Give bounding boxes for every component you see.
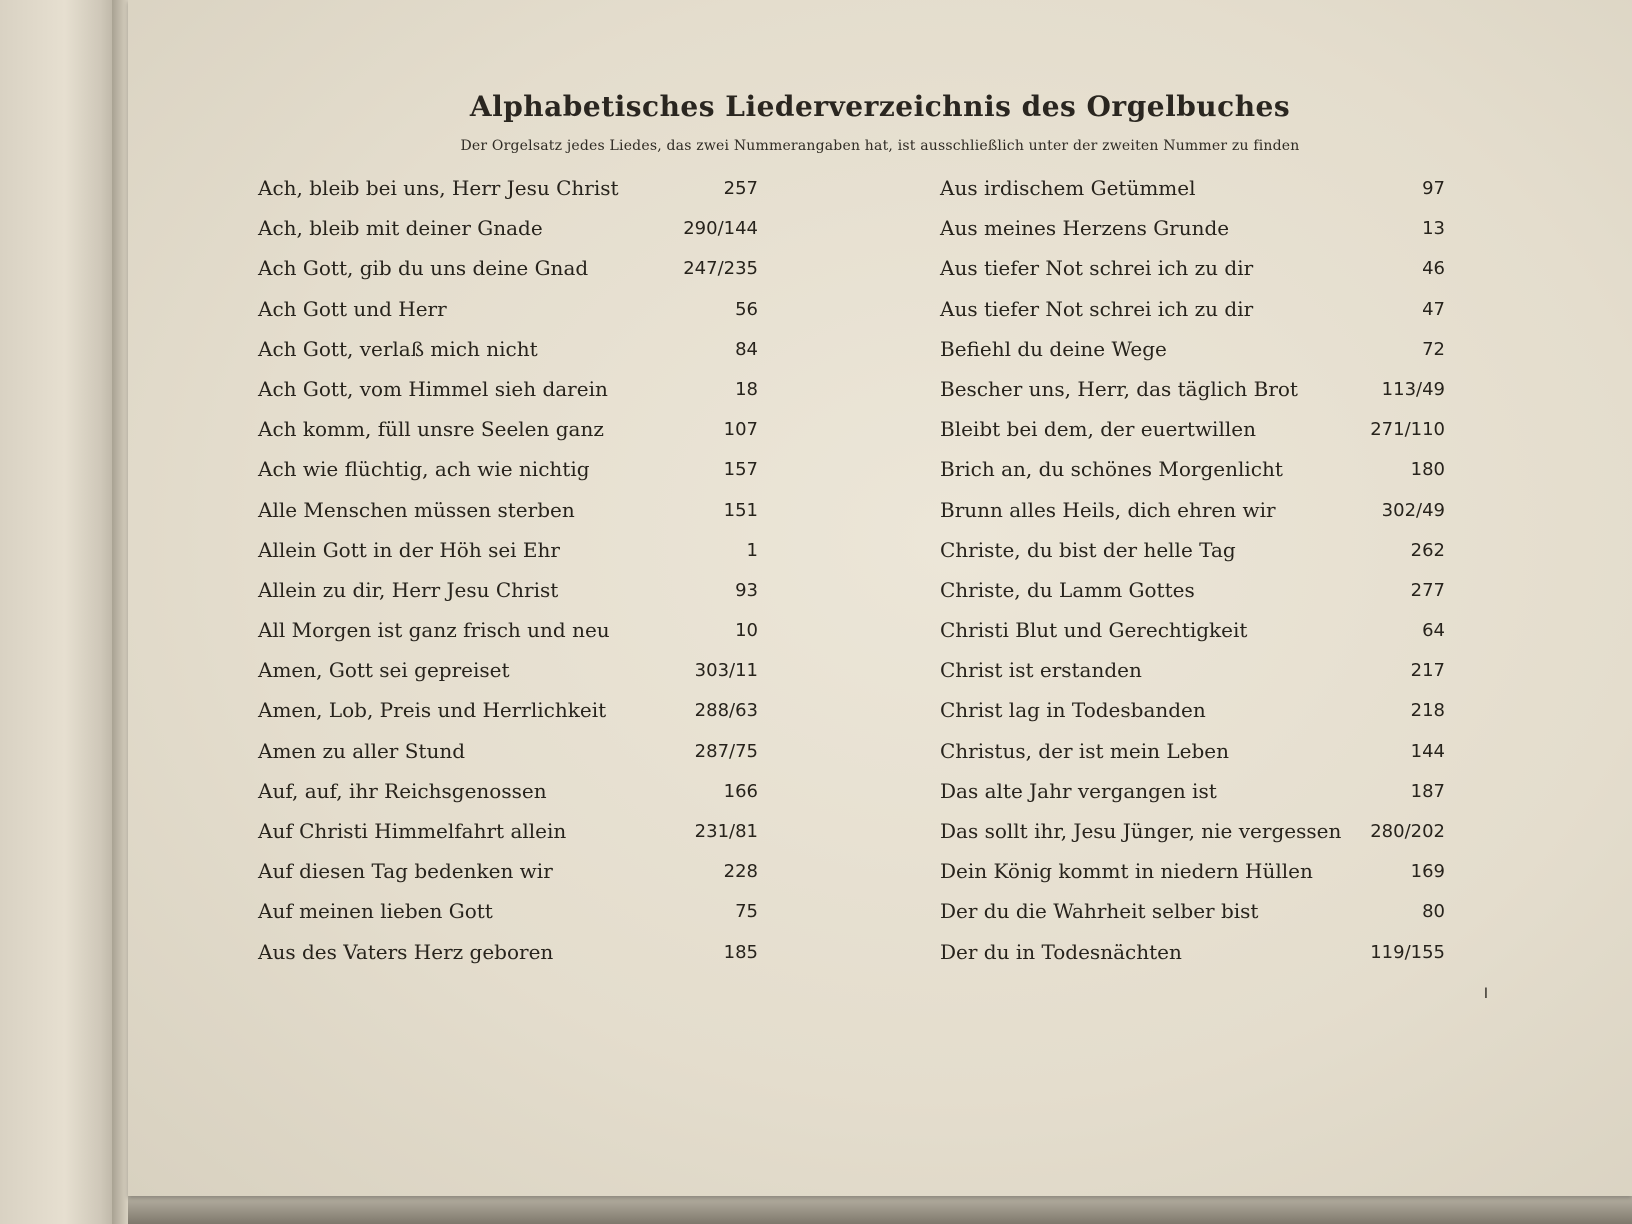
hymn-title: Ach, bleib bei uns, Herr Jesu Christ — [258, 176, 619, 200]
index-entry — [258, 572, 758, 612]
hymn-title: Christe, du Lamm Gottes — [940, 577, 1195, 602]
hymn-number: 247/235 — [683, 258, 758, 280]
hymn-number: 46 — [1422, 258, 1445, 280]
hymn-title: Aus tiefer Not schrei ich zu dir — [940, 256, 1254, 281]
hymn-number: 257 — [723, 178, 758, 199]
hymn-title: Alle Menschen müssen sterben — [258, 497, 575, 522]
hymn-title: Ach komm, füll unsre Seelen ganz — [258, 417, 604, 442]
hymn-number: 302/49 — [1381, 499, 1445, 521]
hymn-number: 113/49 — [1381, 378, 1445, 400]
hymn-number: 144 — [1410, 740, 1445, 762]
index-entry — [258, 492, 758, 532]
index-entry — [258, 170, 758, 210]
index-entry — [258, 612, 758, 652]
hymn-title: Auf meinen lieben Gott — [258, 899, 493, 924]
hymn-number: 47 — [1422, 298, 1445, 320]
hymn-number: 217 — [1410, 660, 1445, 682]
hymn-number: 107 — [723, 419, 758, 441]
hymn-number: 187 — [1410, 780, 1445, 802]
hymn-title: Amen, Lob, Preis und Herrlichkeit — [258, 698, 607, 723]
hymn-title: Ach Gott und Herr — [258, 296, 447, 321]
hymn-number: 228 — [723, 861, 758, 883]
hymn-number: 169 — [1410, 861, 1445, 883]
hymn-number: 303/11 — [694, 660, 758, 682]
hymn-number: 277 — [1410, 579, 1445, 601]
hymn-number: 72 — [1422, 338, 1445, 360]
left-page-edge — [0, 0, 118, 1224]
hymn-title: Das sollt ihr, Jesu Jünger, nie vergessen — [940, 819, 1342, 843]
hymn-number: 119/155 — [1370, 941, 1445, 963]
index-entry — [940, 291, 1445, 331]
hymn-number: 287/75 — [694, 740, 758, 762]
hymn-title: Aus irdischem Getümmel — [940, 176, 1196, 200]
index-entry — [258, 893, 758, 933]
index-column-left — [258, 170, 758, 974]
index-column-right — [940, 170, 1445, 974]
index-entry — [258, 692, 758, 732]
hymn-number: 262 — [1410, 539, 1445, 561]
index-entry — [940, 612, 1445, 652]
index-entry — [940, 371, 1445, 411]
hymn-title: Befiehl du deine Wege — [940, 336, 1167, 361]
index-entry — [258, 773, 758, 813]
index-entry — [940, 492, 1445, 532]
page-subtitle: Der Orgelsatz jedes Liedes, das zwei Nummerangaben hat, ist ausschließlich unter der zweiten Nummer zu finden — [460, 138, 1300, 154]
index-entry — [258, 210, 758, 250]
page-number: I — [1483, 986, 1488, 1002]
hymn-title: All Morgen ist ganz frisch und neu — [258, 618, 610, 643]
hymn-title: Bleibt bei dem, der euertwillen — [940, 417, 1256, 442]
hymn-number: 157 — [723, 459, 758, 481]
hymn-title: Auf, auf, ihr Reichsgenossen — [258, 778, 547, 803]
hymn-title: Aus meines Herzens Grunde — [940, 216, 1230, 241]
index-entry — [258, 934, 758, 974]
index-entry — [258, 331, 758, 371]
index-entry — [940, 170, 1445, 210]
index-entry — [940, 652, 1445, 692]
index-entry — [258, 250, 758, 290]
hymn-title: Auf Christi Himmelfahrt allein — [258, 819, 567, 843]
hymn-number: 288/63 — [694, 700, 758, 722]
hymn-number: 271/110 — [1370, 419, 1445, 441]
index-entry — [940, 813, 1445, 853]
index-entry — [940, 572, 1445, 612]
index-entry — [258, 853, 758, 893]
hymn-number: 18 — [735, 378, 758, 400]
index-entry — [940, 853, 1445, 893]
hymn-number: 84 — [735, 338, 758, 360]
page-title: Alphabetisches Liederverzeichnis des Orgelbuches — [469, 90, 1291, 123]
hymn-title: Dein König kommt in niedern Hüllen — [940, 859, 1313, 884]
hymn-title: Christ ist erstanden — [940, 658, 1142, 683]
index-entry — [940, 532, 1445, 572]
index-entry — [940, 331, 1445, 371]
hymn-number: 75 — [735, 901, 758, 923]
index-entry — [258, 733, 758, 773]
hymn-number: 185 — [723, 941, 758, 963]
hymn-number: 180 — [1410, 459, 1445, 481]
index-entry — [940, 451, 1445, 491]
hymn-number: 97 — [1422, 178, 1445, 199]
index-entry — [258, 652, 758, 692]
hymn-title: Bescher uns, Herr, das täglich Brot — [940, 376, 1298, 401]
hymn-title: Amen zu aller Stund — [258, 738, 466, 763]
hymn-number: 10 — [735, 620, 758, 642]
hymn-title: Christ lag in Todesbanden — [940, 698, 1206, 723]
hymn-number: 280/202 — [1370, 821, 1445, 842]
index-entry — [258, 451, 758, 491]
hymn-title: Brunn alles Heils, dich ehren wir — [940, 497, 1276, 522]
index-entry — [940, 210, 1445, 250]
hymn-title: Allein zu dir, Herr Jesu Christ — [258, 577, 559, 602]
index-entry — [940, 692, 1445, 732]
index-entry — [940, 733, 1445, 773]
hymn-number: 231/81 — [694, 821, 758, 842]
hymn-number: 1 — [746, 539, 758, 561]
hymn-number: 13 — [1422, 218, 1445, 240]
hymn-title: Ach Gott, vom Himmel sieh darein — [258, 376, 608, 401]
book-page — [128, 0, 1632, 1196]
index-entry — [940, 893, 1445, 933]
hymn-number: 56 — [735, 298, 758, 320]
hymn-title: Der du die Wahrheit selber bist — [940, 899, 1259, 924]
hymn-title: Christi Blut und Gerechtigkeit — [940, 618, 1248, 643]
index-entry — [940, 411, 1445, 451]
index-entry — [258, 532, 758, 572]
index-entry — [940, 250, 1445, 290]
hymn-title: Der du in Todesnächten — [940, 939, 1182, 964]
hymn-number: 64 — [1422, 620, 1445, 642]
index-entry — [258, 411, 758, 451]
hymn-title: Auf diesen Tag bedenken wir — [258, 859, 553, 884]
hymn-number: 166 — [723, 780, 758, 802]
index-entry — [258, 813, 758, 853]
hymn-title: Ach wie flüchtig, ach wie nichtig — [258, 457, 590, 482]
hymn-title: Brich an, du schönes Morgenlicht — [940, 457, 1283, 482]
hymn-title: Christe, du bist der helle Tag — [940, 537, 1236, 562]
hymn-title: Aus tiefer Not schrei ich zu dir — [940, 296, 1254, 321]
hymn-number: 218 — [1410, 700, 1445, 722]
hymn-title: Aus des Vaters Herz geboren — [258, 939, 554, 964]
hymn-title: Ach Gott, gib du uns deine Gnad — [258, 256, 589, 281]
hymn-number: 80 — [1422, 901, 1445, 923]
hymn-title: Ach Gott, verlaß mich nicht — [258, 336, 538, 361]
index-entry — [940, 773, 1445, 813]
index-entry — [258, 291, 758, 331]
hymn-number: 93 — [735, 579, 758, 601]
hymn-title: Amen, Gott sei gepreiset — [258, 658, 510, 683]
index-entry — [940, 934, 1445, 974]
hymn-number: 290/144 — [683, 218, 758, 240]
hymn-title: Christus, der ist mein Leben — [940, 738, 1229, 763]
page-bottom-edge — [128, 1196, 1632, 1224]
hymn-title: Allein Gott in der Höh sei Ehr — [258, 537, 560, 562]
hymn-title: Ach, bleib mit deiner Gnade — [258, 216, 543, 241]
hymn-title: Das alte Jahr vergangen ist — [940, 778, 1217, 803]
index-entry — [258, 371, 758, 411]
hymn-number: 151 — [723, 499, 758, 521]
